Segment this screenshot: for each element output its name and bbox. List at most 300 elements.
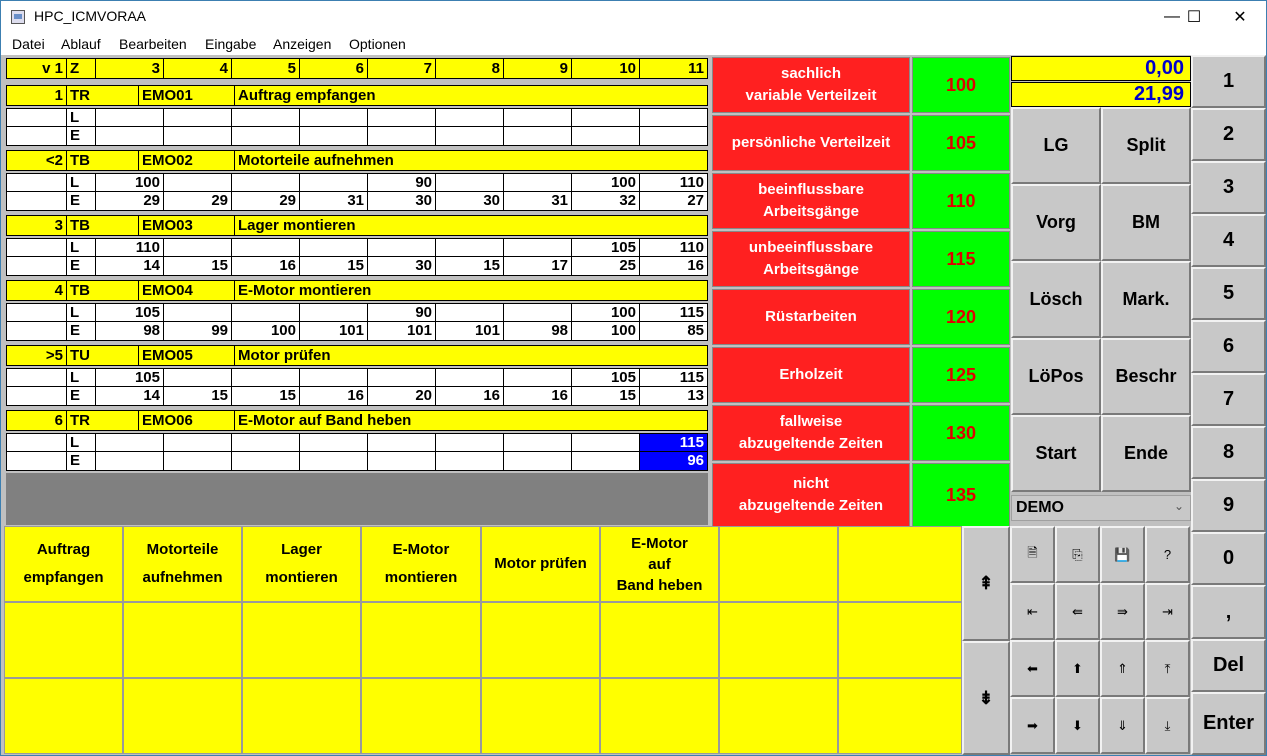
column-divider xyxy=(66,410,67,431)
category-code: 100 xyxy=(912,57,1010,113)
e-value-cell[interactable] xyxy=(436,127,503,145)
e-value-cell[interactable]: 15 xyxy=(619,387,636,404)
e-value-cell[interactable]: 99 xyxy=(211,322,228,339)
e-value-cell[interactable] xyxy=(368,127,435,145)
function-buttons xyxy=(1011,107,1191,493)
l-value-cell[interactable] xyxy=(232,304,299,321)
l-value-cell[interactable] xyxy=(504,369,571,386)
l-value-cell[interactable] xyxy=(436,109,503,126)
help-icon: ? xyxy=(1163,547,1172,562)
toolbar-grid xyxy=(1010,526,1191,755)
e-value-cell[interactable]: 31 xyxy=(551,192,568,209)
category-code: 110 xyxy=(912,173,1010,229)
l-value-cell[interactable]: 110 xyxy=(135,239,160,256)
header-cell: 6 xyxy=(355,60,364,77)
e-value-cell[interactable]: 98 xyxy=(143,322,160,339)
l-value-cell[interactable] xyxy=(436,239,503,256)
title-bar xyxy=(1,1,1266,33)
operation-shortcut-button[interactable] xyxy=(600,602,719,678)
header-cell: 4 xyxy=(219,60,228,77)
last-button[interactable] xyxy=(1145,583,1190,640)
e-value-cell[interactable] xyxy=(504,452,571,470)
scroll-down-button[interactable] xyxy=(962,641,1010,755)
maximize-button[interactable]: ☐ xyxy=(1186,9,1202,26)
main-content xyxy=(4,55,1266,755)
function-button-ende[interactable]: Ende xyxy=(1101,415,1191,492)
page-up-icon: ⇑ xyxy=(1117,660,1128,676)
e-value-cell[interactable]: 29 xyxy=(279,192,296,209)
row-label-l: L xyxy=(70,434,80,451)
e-value-cell[interactable] xyxy=(640,127,707,145)
menu-datei[interactable]: Datei xyxy=(12,36,45,52)
header-cell: 5 xyxy=(287,60,296,77)
row-label-l: L xyxy=(70,369,80,386)
l-value-cell[interactable]: 115 xyxy=(679,304,704,321)
save-icon: 💾 xyxy=(1114,546,1131,562)
copy-icon: ⎘ xyxy=(1072,546,1083,562)
function-button-start[interactable]: Start xyxy=(1011,415,1101,492)
page-down-icon: ⇓ xyxy=(1117,717,1128,733)
l-value-cell[interactable] xyxy=(164,109,231,126)
column-divider xyxy=(234,150,235,171)
save-button[interactable] xyxy=(1100,526,1145,583)
copy-button[interactable] xyxy=(1055,526,1100,583)
e-value-cell[interactable]: 20 xyxy=(415,387,432,404)
column-divider xyxy=(299,58,300,79)
l-value-cell[interactable] xyxy=(300,304,367,321)
e-value-cell[interactable]: 25 xyxy=(619,257,636,274)
operation-shortcut-button[interactable]: Lager montieren xyxy=(242,526,361,602)
column-divider xyxy=(138,150,139,171)
up-arrow-icon: ⬆ xyxy=(1072,660,1083,676)
row-label-e: E xyxy=(70,127,81,144)
header-cell: 3 xyxy=(151,60,160,77)
category-button[interactable]: fallweise abzugeltende Zeiten xyxy=(712,405,910,461)
function-button-mark[interactable]: Mark. xyxy=(1101,261,1191,338)
row-label-e: E xyxy=(70,452,81,469)
l-value-cell[interactable] xyxy=(164,369,231,386)
row-label-e: E xyxy=(70,322,81,339)
row-label-l: L xyxy=(70,109,80,126)
l-value-cell[interactable] xyxy=(232,174,299,191)
numpad-key-0[interactable]: 0 xyxy=(1191,532,1266,585)
column-divider xyxy=(66,85,67,106)
menu-bearbeiten[interactable]: Bearbeiten xyxy=(119,36,187,52)
first-icon: ⇤ xyxy=(1027,603,1038,619)
l-value-cell[interactable] xyxy=(300,239,367,256)
operation-code: EMO05 xyxy=(142,347,193,364)
e-value-cell[interactable]: 16 xyxy=(551,387,568,404)
function-button-löpos[interactable]: LöPos xyxy=(1011,338,1101,415)
e-value-cell[interactable]: 30 xyxy=(415,257,432,274)
category-button[interactable]: Erholzeit xyxy=(712,347,910,403)
operation-type: TB xyxy=(70,152,90,169)
down-arrow-icon: ⬇ xyxy=(1072,717,1083,733)
operation-shortcut-button[interactable] xyxy=(123,602,242,678)
left-arrow-button[interactable] xyxy=(1010,640,1055,697)
menu-anzeigen[interactable]: Anzeigen xyxy=(273,36,332,52)
operation-code: EMO02 xyxy=(142,152,193,169)
e-value-cell[interactable]: 29 xyxy=(211,192,228,209)
l-value-cell[interactable] xyxy=(164,174,231,191)
numpad-key-del[interactable]: Del xyxy=(1191,639,1266,692)
minimize-button[interactable]: — xyxy=(1164,8,1180,25)
e-value-cell[interactable]: 15 xyxy=(211,387,228,404)
column-divider xyxy=(435,58,436,79)
header-cell: v 1 xyxy=(42,60,63,77)
operation-shortcut-button[interactable]: E-Motor montieren xyxy=(361,526,481,602)
right-arrow-icon: ➡ xyxy=(1027,717,1038,733)
numpad-key-5[interactable]: 5 xyxy=(1191,267,1266,320)
e-value-cell[interactable]: 101 xyxy=(406,322,432,339)
operation-type: TB xyxy=(70,217,90,234)
header-cell: Z xyxy=(70,60,80,77)
operation-shortcut-button[interactable]: E-Motor auf Band heben xyxy=(600,526,719,602)
header-cell: 7 xyxy=(423,60,432,77)
l-value-cell[interactable]: 105 xyxy=(610,239,636,256)
up-arrow-button[interactable] xyxy=(1055,640,1100,697)
column-divider xyxy=(138,280,139,301)
operation-shortcut-button[interactable] xyxy=(719,526,838,602)
e-value-cell[interactable] xyxy=(96,127,163,145)
l-value-cell[interactable] xyxy=(300,434,367,451)
function-button-split[interactable]: Split xyxy=(1101,107,1191,184)
operation-number: 6 xyxy=(54,412,63,429)
operation-shortcut-button[interactable] xyxy=(4,602,123,678)
l-value-cell[interactable] xyxy=(436,369,503,386)
column-divider xyxy=(138,85,139,106)
operation-shortcut-button[interactable] xyxy=(600,678,719,754)
top-icon: ⤒ xyxy=(1164,660,1171,676)
category-code: 115 xyxy=(912,231,1010,287)
e-value-cell[interactable]: 85 xyxy=(687,322,704,339)
header-cell: 9 xyxy=(559,60,568,77)
operation-shortcut-button[interactable] xyxy=(123,678,242,754)
category-button[interactable]: unbeeinflussbare Arbeitsgänge xyxy=(712,231,910,287)
operation-shortcut-button[interactable] xyxy=(838,678,962,754)
bottom-button[interactable] xyxy=(1145,697,1190,754)
e-value-cell[interactable] xyxy=(368,452,435,470)
l-value-cell[interactable] xyxy=(164,304,231,321)
category-code: 130 xyxy=(912,405,1010,461)
row-label-l: L xyxy=(70,239,80,256)
operation-shortcut-button[interactable] xyxy=(838,526,962,602)
category-button[interactable]: Rüstarbeiten xyxy=(712,289,910,345)
column-divider xyxy=(66,345,67,366)
column-divider xyxy=(163,58,164,79)
close-button[interactable]: ✕ xyxy=(1233,9,1247,26)
e-value-cell[interactable] xyxy=(96,452,163,470)
l-value-cell[interactable] xyxy=(504,434,571,451)
next-icon: ⇛ xyxy=(1117,603,1128,619)
next-button[interactable] xyxy=(1100,583,1145,640)
e-value-cell[interactable]: 16 xyxy=(483,387,500,404)
l-value-cell[interactable] xyxy=(504,174,571,191)
l-value-cell[interactable]: 100 xyxy=(134,174,160,191)
left-arrow-icon: ⬅ xyxy=(1027,660,1038,676)
operation-type: TR xyxy=(70,87,90,104)
operation-number: 3 xyxy=(54,217,63,234)
column-divider xyxy=(66,58,67,79)
operation-shortcut-button[interactable]: Motor prüfen xyxy=(481,526,600,602)
previous-icon: ⇚ xyxy=(1072,603,1083,619)
numpad-key-enter[interactable]: Enter xyxy=(1191,692,1266,755)
e-value-cell[interactable]: 96 xyxy=(640,452,707,470)
e-value-cell[interactable] xyxy=(164,127,231,145)
page-up-button[interactable] xyxy=(1100,640,1145,697)
demo-select[interactable] xyxy=(1011,495,1191,521)
l-value-cell[interactable] xyxy=(436,434,503,451)
column-divider xyxy=(234,410,235,431)
numpad-key-1[interactable]: 1 xyxy=(1191,55,1266,108)
numpad-key-9[interactable]: 9 xyxy=(1191,479,1266,532)
new-document-button[interactable] xyxy=(1010,526,1055,583)
l-value-cell[interactable] xyxy=(300,174,367,191)
e-value-cell[interactable] xyxy=(232,452,299,470)
numpad-key-3[interactable]: 3 xyxy=(1191,161,1266,214)
e-value-cell[interactable]: 17 xyxy=(551,257,568,274)
page-up-icon: ⇞ xyxy=(978,573,994,593)
e-value-cell[interactable]: 14 xyxy=(143,387,160,404)
l-value-cell[interactable] xyxy=(164,434,231,451)
e-value-cell[interactable] xyxy=(436,452,503,470)
column-divider xyxy=(639,58,640,79)
l-value-cell[interactable] xyxy=(504,304,571,321)
l-value-cell[interactable] xyxy=(368,109,435,126)
operation-shortcut-button[interactable] xyxy=(242,678,361,754)
operation-code: EMO01 xyxy=(142,87,193,104)
operation-name: E-Motor montieren xyxy=(238,282,372,299)
down-arrow-button[interactable] xyxy=(1055,697,1100,754)
l-value-cell[interactable] xyxy=(640,109,707,126)
l-value-cell[interactable] xyxy=(368,369,435,386)
l-value-cell[interactable] xyxy=(232,369,299,386)
e-value-cell[interactable] xyxy=(232,127,299,145)
e-value-cell[interactable] xyxy=(300,127,367,145)
l-value-cell[interactable]: 110 xyxy=(679,239,704,256)
display-value-2: 21,99 xyxy=(1011,82,1191,107)
operations-table xyxy=(4,55,710,525)
l-value-cell[interactable] xyxy=(572,109,639,126)
l-value-cell[interactable]: 115 xyxy=(640,434,707,451)
l-value-cell[interactable]: 115 xyxy=(679,369,704,386)
operation-number: 1 xyxy=(54,87,63,104)
operation-name: E-Motor auf Band heben xyxy=(238,412,412,429)
operation-shortcut-button[interactable] xyxy=(838,602,962,678)
numpad xyxy=(1191,55,1266,755)
operation-shortcut-button[interactable] xyxy=(4,678,123,754)
l-value-cell[interactable] xyxy=(504,239,571,256)
l-value-cell[interactable] xyxy=(368,239,435,256)
e-value-cell[interactable]: 30 xyxy=(483,192,500,209)
numpad-key-comma[interactable]: , xyxy=(1191,585,1266,639)
operation-shortcut-button[interactable] xyxy=(361,678,481,754)
l-value-cell[interactable]: 100 xyxy=(610,304,636,321)
operation-name: Motorteile aufnehmen xyxy=(238,152,394,169)
e-value-cell[interactable]: 13 xyxy=(687,387,704,404)
l-value-cell[interactable] xyxy=(436,304,503,321)
category-button[interactable]: sachlich variable Verteilzeit xyxy=(712,57,910,113)
numpad-key-7[interactable]: 7 xyxy=(1191,373,1266,426)
column-divider xyxy=(138,345,139,366)
l-value-cell[interactable]: 105 xyxy=(134,369,160,386)
l-value-cell[interactable]: 100 xyxy=(610,174,636,191)
empty-area xyxy=(6,473,708,525)
e-value-cell[interactable]: 100 xyxy=(270,322,296,339)
column-divider xyxy=(234,85,235,106)
e-value-cell[interactable]: 101 xyxy=(338,322,364,339)
e-value-cell[interactable] xyxy=(572,127,639,145)
e-value-cell[interactable]: 16 xyxy=(279,257,296,274)
column-divider xyxy=(66,150,67,171)
l-value-cell[interactable]: 105 xyxy=(610,369,636,386)
category-code: 105 xyxy=(912,115,1010,171)
function-button-vorg[interactable]: Vorg xyxy=(1011,184,1101,261)
operation-code: EMO06 xyxy=(142,412,193,429)
operation-type: TB xyxy=(70,282,90,299)
scroll-up-button[interactable] xyxy=(962,526,1010,641)
top-button[interactable] xyxy=(1145,640,1190,697)
l-value-cell[interactable] xyxy=(300,369,367,386)
e-value-cell[interactable] xyxy=(300,452,367,470)
operation-shortcut-button[interactable]: Motorteile aufnehmen xyxy=(123,526,242,602)
column-divider xyxy=(95,58,96,79)
last-icon: ⇥ xyxy=(1162,603,1173,619)
display-value-1: 0,00 xyxy=(1011,56,1191,81)
e-value-cell[interactable]: 30 xyxy=(415,192,432,209)
e-value-cell[interactable]: 27 xyxy=(687,192,704,209)
e-value-cell[interactable]: 16 xyxy=(687,257,704,274)
l-value-cell[interactable] xyxy=(436,174,503,191)
operation-shortcut-button[interactable]: Auftrag empfangen xyxy=(4,526,123,602)
numpad-key-4[interactable]: 4 xyxy=(1191,214,1266,267)
l-value-cell[interactable]: 90 xyxy=(415,304,432,321)
operation-shortcut-button[interactable] xyxy=(481,602,600,678)
e-value-cell[interactable]: 14 xyxy=(143,257,160,274)
l-value-cell[interactable] xyxy=(232,109,299,126)
l-value-cell[interactable] xyxy=(300,109,367,126)
e-value-cell[interactable]: 101 xyxy=(474,322,500,339)
new-document-icon: 🗎 xyxy=(1027,544,1038,560)
e-value-cell[interactable]: 16 xyxy=(347,387,364,404)
e-value-cell[interactable]: 15 xyxy=(483,257,500,274)
row-label-l: L xyxy=(70,174,80,191)
e-value-cell[interactable]: 100 xyxy=(610,322,636,339)
operation-shortcut-button[interactable] xyxy=(719,602,838,678)
category-code: 135 xyxy=(912,463,1010,527)
operation-shortcut-button[interactable] xyxy=(242,602,361,678)
function-button-lg[interactable]: LG xyxy=(1011,107,1101,184)
menu-eingabe[interactable]: Eingabe xyxy=(205,36,257,52)
e-value-cell[interactable] xyxy=(504,127,571,145)
l-value-cell[interactable] xyxy=(504,109,571,126)
column-divider xyxy=(234,280,235,301)
e-value-cell[interactable] xyxy=(164,452,231,470)
l-value-cell[interactable] xyxy=(164,239,231,256)
function-button-bm[interactable]: BM xyxy=(1101,184,1191,261)
demo-select-value: DEMO xyxy=(1016,499,1064,516)
category-code: 120 xyxy=(912,289,1010,345)
column-divider xyxy=(367,58,368,79)
operation-name: Lager montieren xyxy=(238,217,356,234)
previous-button[interactable] xyxy=(1055,583,1100,640)
app-icon xyxy=(11,10,25,24)
column-divider xyxy=(138,410,139,431)
operation-number: <2 xyxy=(45,152,63,169)
category-code: 125 xyxy=(912,347,1010,403)
operation-shortcut-button[interactable] xyxy=(719,678,838,754)
category-button[interactable]: beeinflussbare Arbeitsgänge xyxy=(712,173,910,229)
operation-shortcut-button[interactable] xyxy=(481,678,600,754)
page-down-icon: ⇟ xyxy=(978,687,994,708)
column-divider xyxy=(234,215,235,236)
l-value-cell[interactable] xyxy=(572,434,639,451)
right-arrow-button[interactable] xyxy=(1010,697,1055,754)
header-cell: 11 xyxy=(688,60,704,77)
operation-type: TR xyxy=(70,412,90,429)
operation-number: >5 xyxy=(45,347,63,364)
l-value-cell[interactable] xyxy=(232,239,299,256)
e-value-cell[interactable]: 15 xyxy=(347,257,364,274)
numpad-key-6[interactable]: 6 xyxy=(1191,320,1266,373)
e-value-cell[interactable]: 29 xyxy=(143,192,160,209)
row-label-l: L xyxy=(70,304,80,321)
row-label-e: E xyxy=(70,257,81,274)
e-value-cell[interactable] xyxy=(572,452,639,470)
l-value-cell[interactable]: 110 xyxy=(679,174,704,191)
function-button-beschr[interactable]: Beschr xyxy=(1101,338,1191,415)
l-value-cell[interactable]: 90 xyxy=(415,174,432,191)
e-value-cell[interactable]: 31 xyxy=(347,192,364,209)
column-divider xyxy=(231,58,232,79)
header-cell: 8 xyxy=(491,60,500,77)
l-value-cell[interactable] xyxy=(96,434,163,451)
l-value-cell[interactable] xyxy=(368,434,435,451)
e-value-cell[interactable]: 15 xyxy=(211,257,228,274)
l-value-cell[interactable] xyxy=(232,434,299,451)
operation-number: 4 xyxy=(54,282,63,299)
menu-optionen[interactable]: Optionen xyxy=(349,36,406,52)
e-value-cell[interactable]: 15 xyxy=(279,387,296,404)
operation-type: TU xyxy=(70,347,90,364)
operation-shortcut-button[interactable] xyxy=(361,602,481,678)
column-divider xyxy=(503,58,504,79)
l-value-cell[interactable]: 105 xyxy=(134,304,160,321)
page-down-button[interactable] xyxy=(1100,697,1145,754)
category-panel xyxy=(710,55,1010,525)
menu-ablauf[interactable]: Ablauf xyxy=(61,36,101,52)
row-label-e: E xyxy=(70,387,81,404)
column-divider xyxy=(138,215,139,236)
e-value-cell[interactable]: 98 xyxy=(551,322,568,339)
menu-bar xyxy=(1,33,1266,55)
column-divider xyxy=(66,215,67,236)
bottom-icon: ⤓ xyxy=(1164,717,1171,733)
first-button[interactable] xyxy=(1010,583,1055,640)
e-value-cell[interactable]: 32 xyxy=(619,192,636,209)
l-value-cell[interactable] xyxy=(96,109,163,126)
operation-code: EMO03 xyxy=(142,217,193,234)
category-button[interactable]: nicht abzugeltende Zeiten xyxy=(712,463,910,527)
column-divider xyxy=(571,58,572,79)
category-button[interactable]: persönliche Verteilzeit xyxy=(712,115,910,171)
numpad-key-8[interactable]: 8 xyxy=(1191,426,1266,479)
help-button[interactable] xyxy=(1145,526,1190,583)
function-button-lösch[interactable]: Lösch xyxy=(1011,261,1101,338)
numpad-key-2[interactable]: 2 xyxy=(1191,108,1266,161)
window-title: HPC_ICMVORAA xyxy=(34,8,147,24)
operation-code: EMO04 xyxy=(142,282,193,299)
